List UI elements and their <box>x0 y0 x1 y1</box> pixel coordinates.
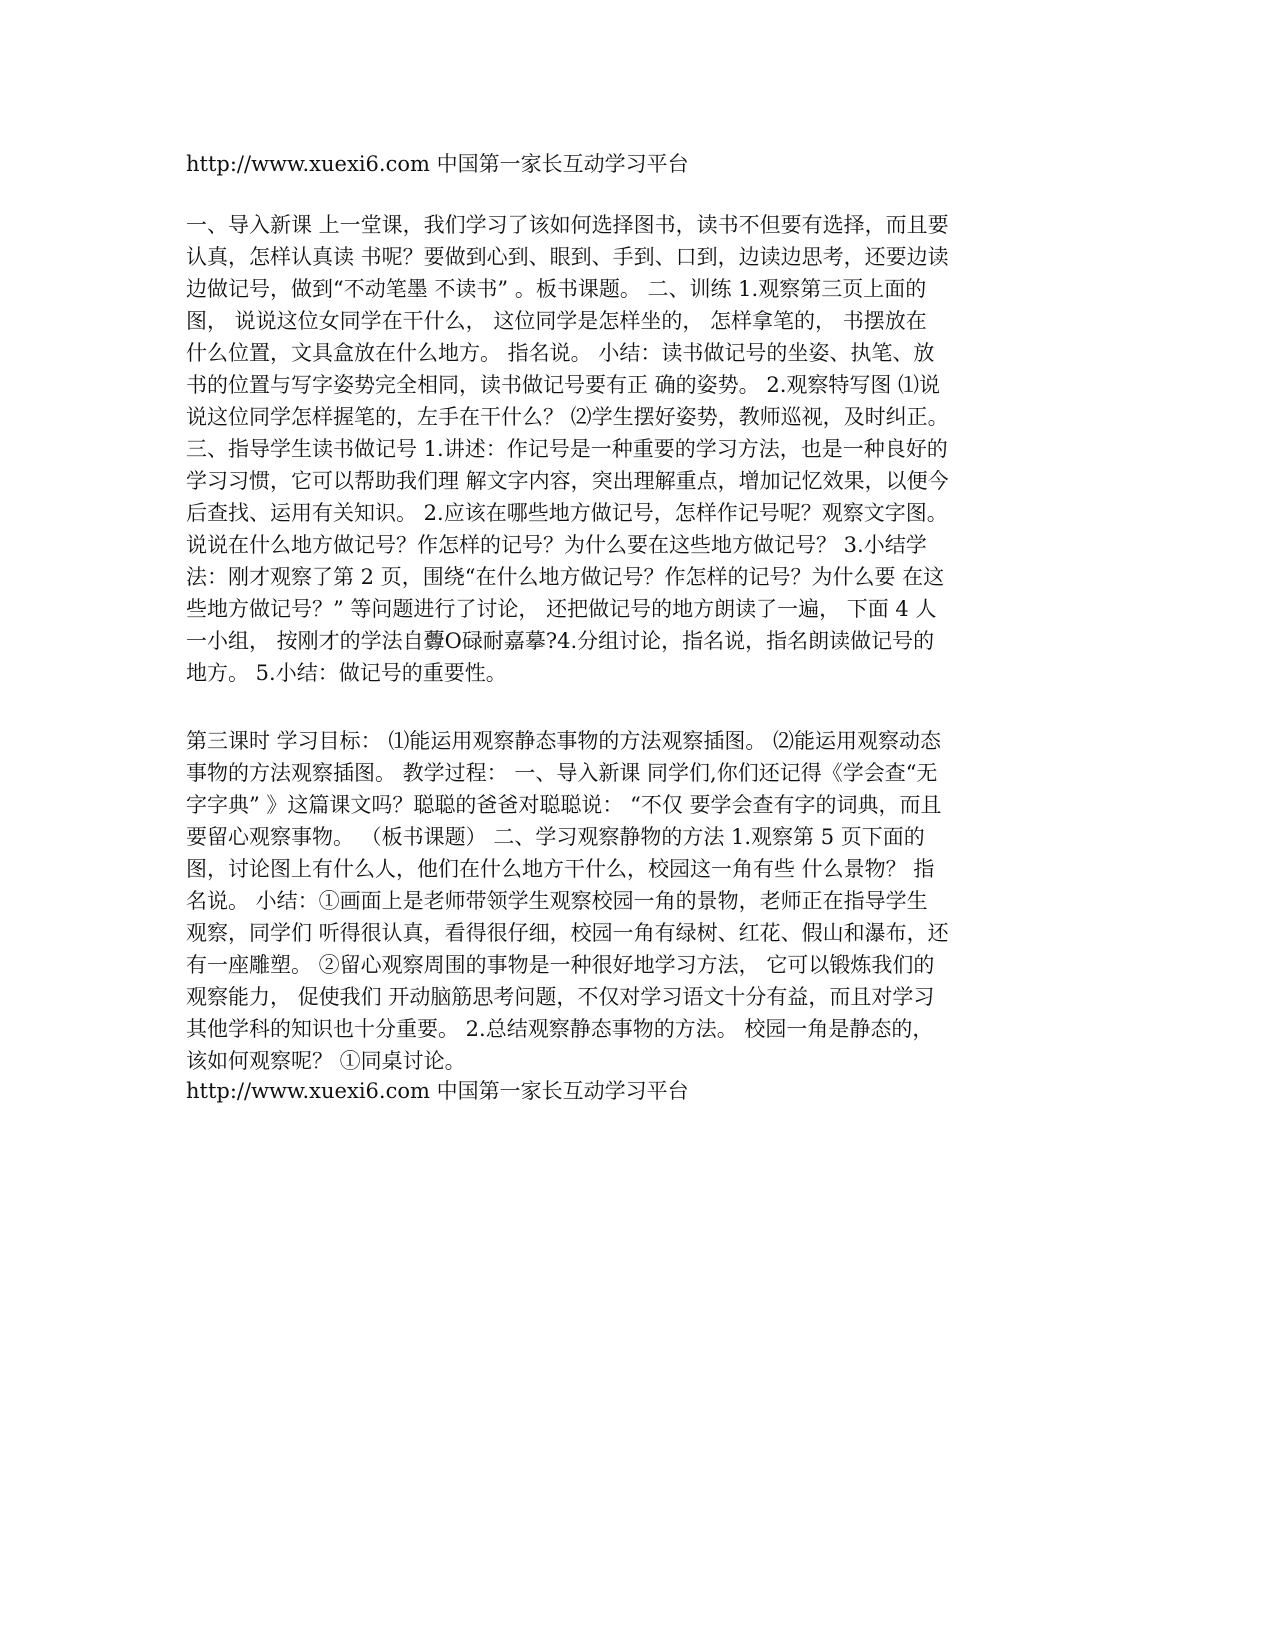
text-line: 学习习惯，它可以帮助我们理 解文字内容，突出理解重点，增加记忆效果，以便今 <box>186 469 949 493</box>
text-line: 观察，同学们 听得很认真，看得很仔细，校园一角有绿树、红花、假山和瀑布，还 <box>186 921 949 945</box>
text-line: 图， 说说这位女同学在干什么， 这位同学是怎样坐的， 怎样拿笔的， 书摆放在 <box>186 309 927 333</box>
text-line: 三、指导学生读书做记号 1.讲述：作记号是一种重要的学习方法，也是一种良好的 <box>186 437 948 461</box>
text-line: 后查找、运用有关知识。 2.应该在哪些地方做记号，怎样作记号呢？观察文字图。 <box>186 501 948 525</box>
text-line: 说这位同学怎样握笔的，左手在干什么？ ⑵学生摆好姿势，教师巡视，及时纠正。 <box>186 405 949 429</box>
text-line: 第三课时 学习目标： ⑴能运用观察静态事物的方法观察插图。 ⑵能运用观察动态 <box>186 729 942 753</box>
lesson-section-1 <box>186 209 1084 689</box>
text-line: 地方。 5.小结：做记号的重要性。 <box>186 661 507 685</box>
text-line: 图，讨论图上有什么人，他们在什么地方干什么，校园这一角有些 什么景物？ 指 <box>186 857 935 881</box>
text-line: 其他学科的知识也十分重要。 2.总结观察静态事物的方法。 校园一角是静态的， <box>186 1017 934 1041</box>
text-line: 一小组， 按刚才的学法自虋O碌耐嘉摹?4.分组讨论，指名说，指名朗读做记号的 <box>186 629 935 653</box>
text-line: 说说在什么地方做记号？作怎样的记号？为什么要在这些地方做记号？ 3.小结学 <box>186 533 927 557</box>
lesson-section-2 <box>186 725 1084 1077</box>
text-line: 法：刚才观察了第 2 页，围绕“在什么地方做记号？作怎样的记号？为什么要 在这 <box>186 565 945 589</box>
text-line: 字字典” 》这篇课文吗？聪聪的爸爸对聪聪说： “不仅 要学会查有字的词典，而且 <box>186 793 942 817</box>
text-line: 有一座雕塑。 ②留心观察周围的事物是一种很好地学习方法， 它可以锻炼我们的 <box>186 953 935 977</box>
text-line: 观察能力， 促使我们 开动脑筋思考问题，不仅对学习语文十分有益，而且对学习 <box>186 985 935 1009</box>
text-line: 该如何观察呢？ ①同桌讨论。 <box>186 1049 466 1073</box>
text-line: 认真，怎样认真读 书呢？要做到心到、眼到、手到、口到，边读边思考，还要边读 <box>186 245 949 269</box>
text-line: 要留心观察事物。 （板书课题） 二、学习观察静物的方法 1.观察第 5 页下面的 <box>186 825 925 849</box>
text-line: 什么位置，文具盒放在什么地方。 指名说。 小结：读书做记号的坐姿、执笔、放 <box>186 341 935 365</box>
header-url-text: http://www.xuexi6.com 中国第一家长互动学习平台 <box>186 152 689 176</box>
text-line: 名说。 小结：①画面上是老师带领学生观察校园一角的景物，老师正在指导学生 <box>186 889 928 913</box>
text-line: 一、导入新课 上一堂课，我们学习了该如何选择图书，读书不但要有选择，而且要 <box>186 213 949 237</box>
text-line: 些地方做记号？” 等问题进行了讨论， 还把做记号的地方朗读了一遍， 下面 4 人 <box>186 597 937 621</box>
text-line: 事物的方法观察插图。 教学过程： 一、导入新课 同学们,你们还记得《学会查“无 <box>186 761 938 785</box>
text-line: 书的位置与写字姿势完全相同，读书做记号要有正 确的姿势。 2.观察特写图 ⑴说 <box>186 373 941 397</box>
footer-url-text: http://www.xuexi6.com 中国第一家长互动学习平台 <box>186 1079 689 1103</box>
text-line: 边做记号，做到“不动笔墨 不读书” 。板书课题。 二、训练 1.观察第三页上面的 <box>186 277 927 301</box>
